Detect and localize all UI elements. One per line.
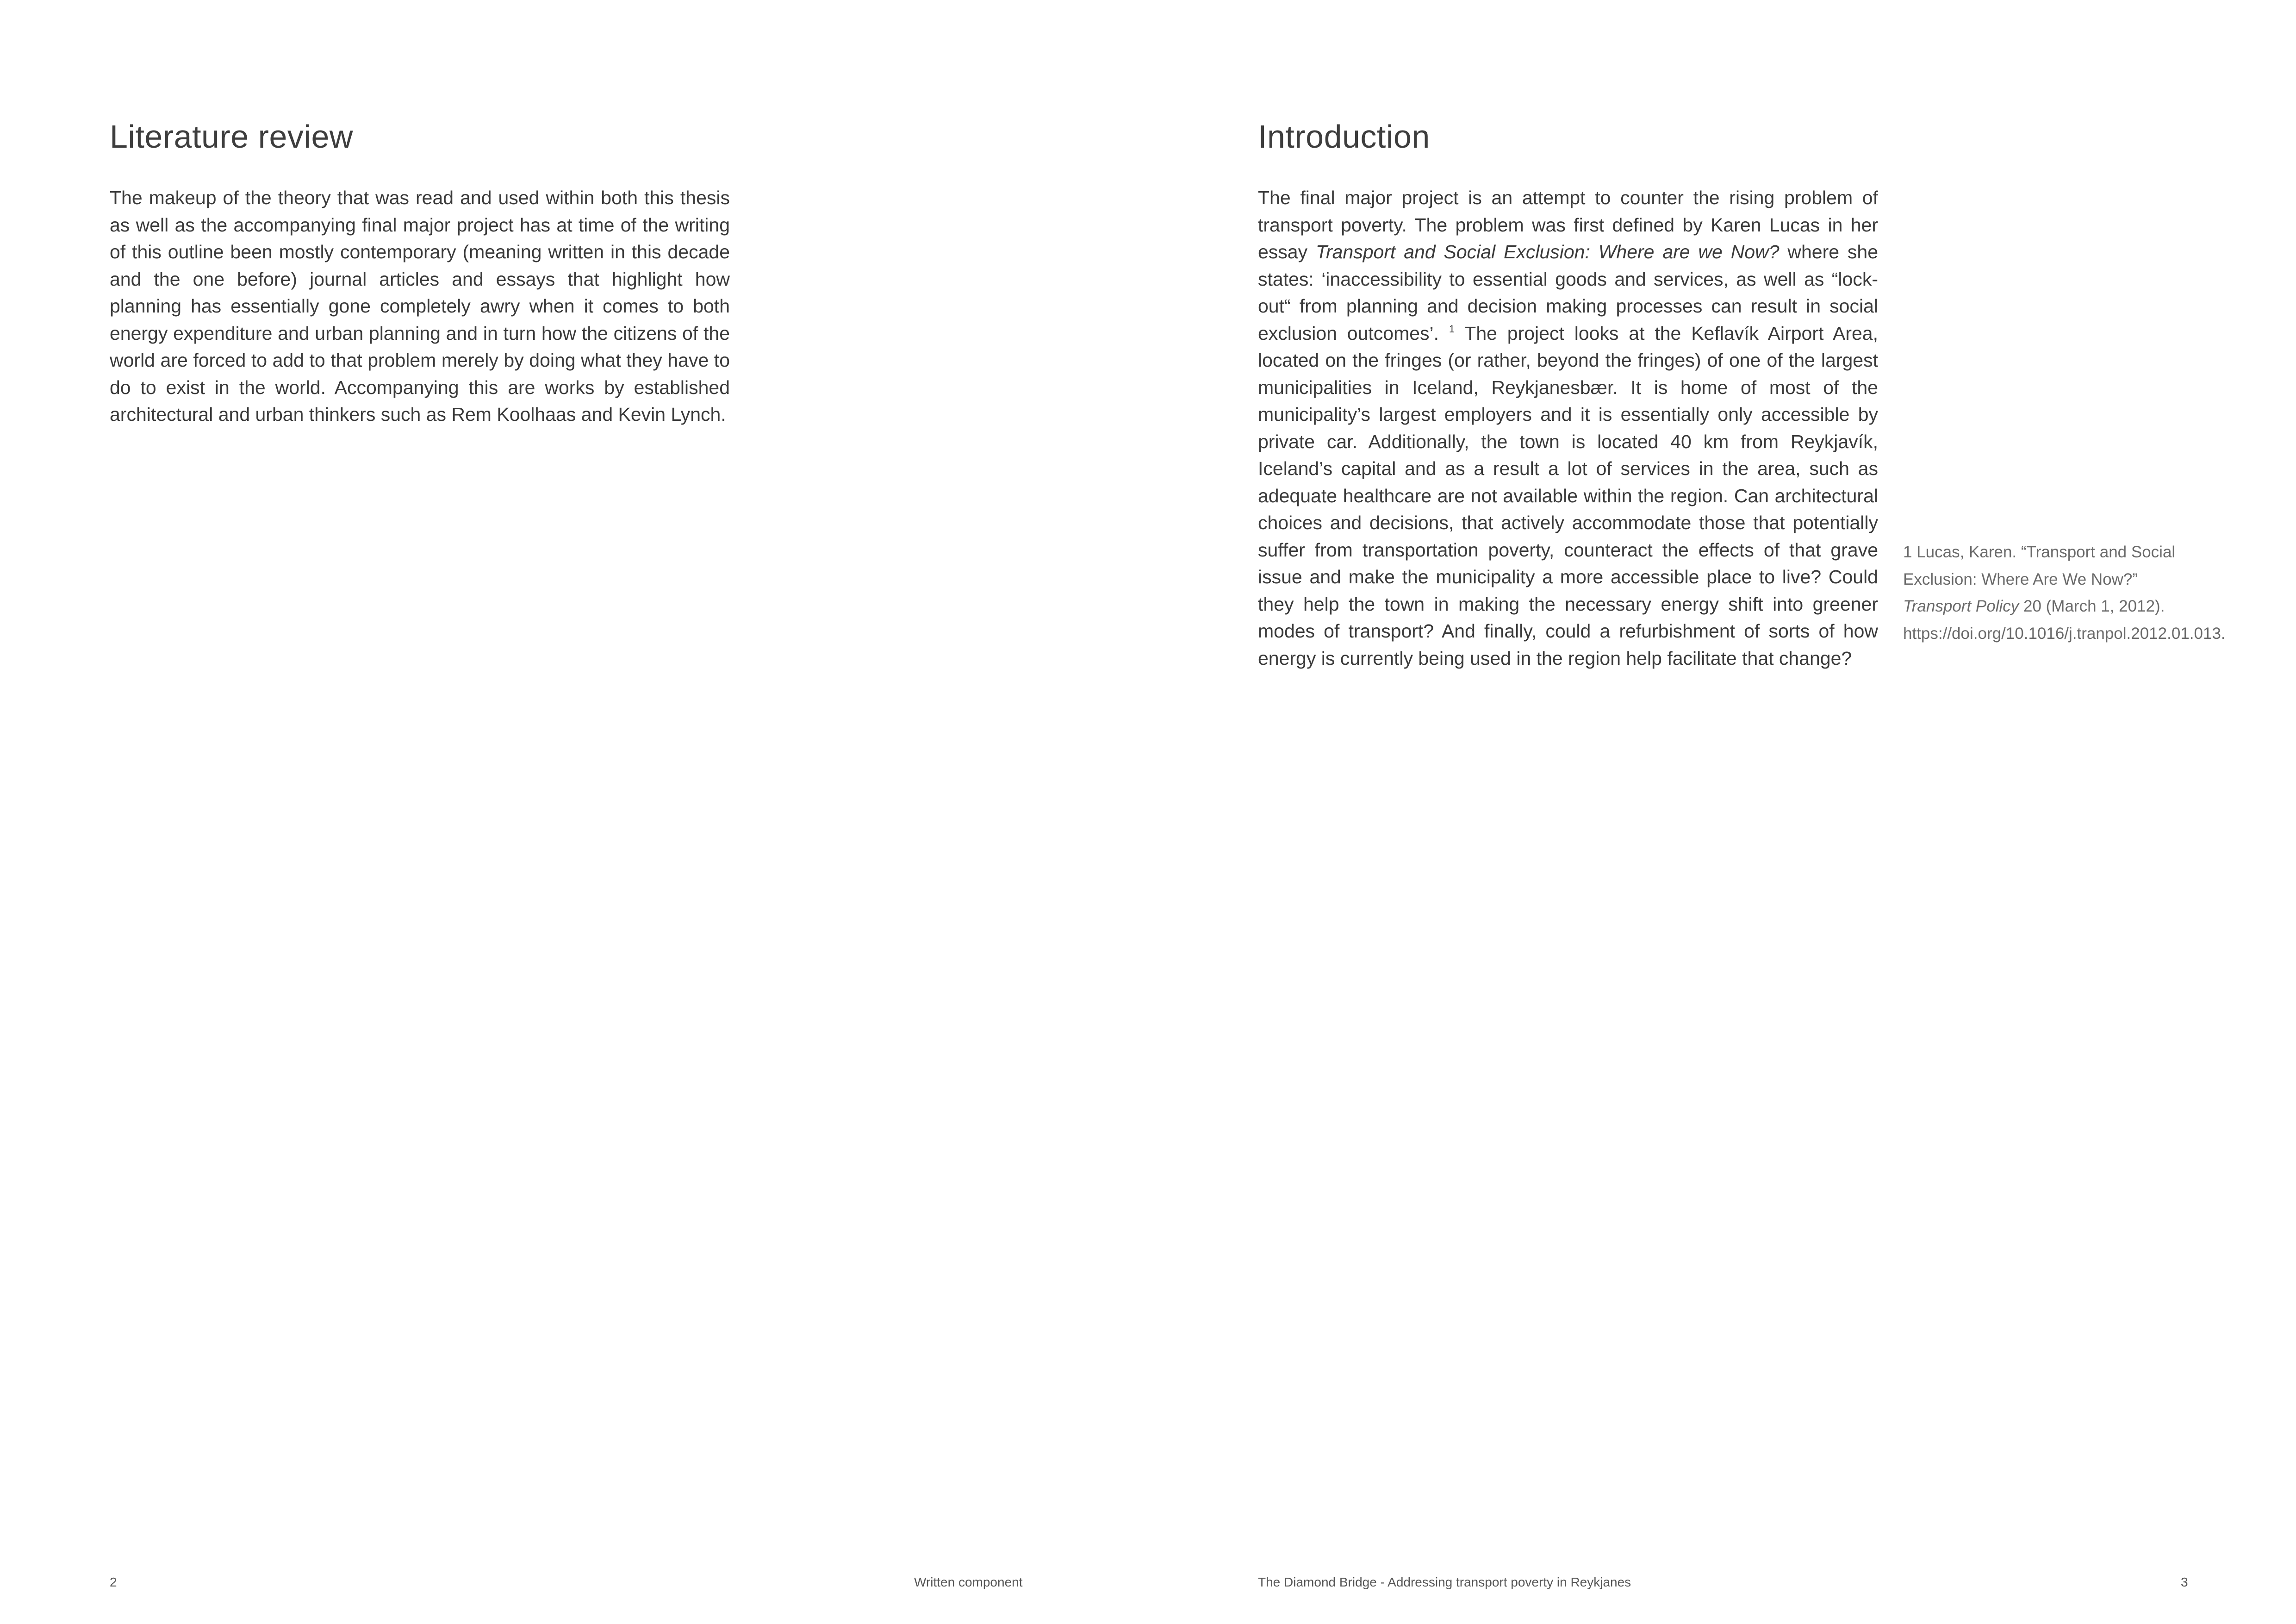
right-page [1148, 0, 2296, 1624]
right-page-number: 3 [2181, 1575, 2188, 1589]
footnote-reference: 1 [1449, 323, 1455, 335]
right-page-body [1258, 184, 1878, 672]
intro-text-part2: where she states: ‘inaccessibility to essential goods and services, as well as “lock-out“ from planning and decision making processes can result in social exclusion outcomes’. [1258, 241, 1879, 344]
intro-essay-title: Transport and Social Exclusion: Where are we Now? [1315, 241, 1780, 262]
right-page-heading: Introduction [1258, 119, 1430, 155]
right-footer-label: The Diamond Bridge - Addressing transport poverty in Reykjanes [1258, 1575, 1631, 1589]
footnote-text-before: 1 Lucas, Karen. “Transport and Social Exclusion: Where Are We Now?” [1903, 543, 2176, 588]
left-page-heading: Literature review [110, 119, 353, 155]
literature-review-paragraph: The makeup of the theory that was read and used within both this thesis as well as the accompanying final major project has at time of the writing of this outline been mostly contemporary (meaning written in this decade and the one before) journal articles and essays that highlight how planning has essentially gone completely awry when it comes to both energy expenditure and urban planning and in turn how the citizens of the world are forced to add to that problem merely by doing what they have to do to exist in the world. Accompanying this are works by established architectural and urban thinkers such as Rem Koolhaas and Kevin Lynch. [110, 187, 730, 425]
footnote-journal: Transport Policy [1903, 597, 2019, 615]
left-page-body [110, 184, 730, 428]
intro-text-part1: The final major project is an attempt to counter the rising problem of transport poverty. The problem was first defined by Karen Lucas in her essay [1258, 187, 1878, 262]
footnote-text-after: 20 (March 1, 2012). https://doi.org/10.1016/j.tranpol.2012.01.013. [1903, 597, 2226, 643]
intro-text-part3: The project looks at the Keflavík Airport Area, located on the fringes (or rather, beyond the fringes) of one of the largest municipalities in Iceland, Reykjanesbær. It is home of most of the municipality’s largest employers and it is essentially only accessible by private car. Additionally, the town is located 40 km from Reykjavík, Iceland’s capital and as a result a lot of services in the area, such as adequate healthcare are not available within the region. Can architectural choices and decisions, that actively accommodate those that potentially suffer from transportation poverty, counteract the effects of that grave issue and make the municipality a more accessible place to live? Could they help the town in making the necessary energy shift into greener modes of transport? And finally, could a refurbishment of sorts of how energy is currently being used in the region help facilitate that change? [1258, 322, 1878, 669]
left-page-number: 2 [110, 1575, 117, 1589]
left-footer-label: Written component [914, 1575, 1023, 1589]
footnote [1903, 539, 2226, 647]
introduction-paragraph [1258, 184, 1878, 672]
